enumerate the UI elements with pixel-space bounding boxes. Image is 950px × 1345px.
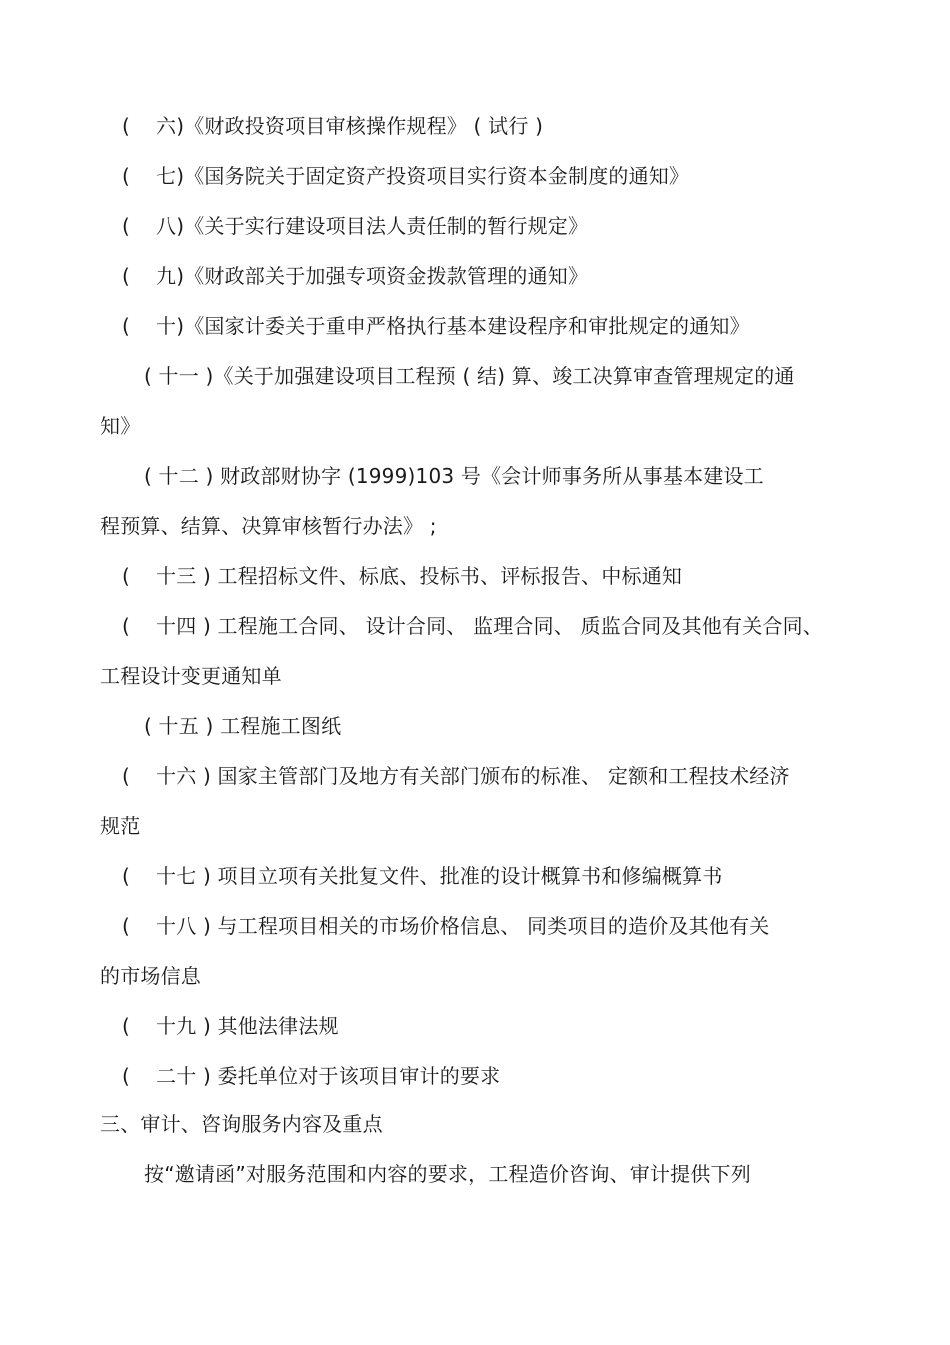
list-item-15: ( 十五 ) 工程施工图纸 [144, 714, 342, 738]
item-paren: ( [122, 214, 131, 238]
list-item [122, 1014, 339, 1038]
item-text: 十三 ) 工程招标文件、标底、投标书、评标报告、中标通知 [156, 564, 683, 588]
list-item-12-line1: ( 十二 ) 财政部财协字 (1999)103 号《会计师事务所从事基本建设工 [144, 464, 764, 488]
list-item-12-line2: 程预算、结算、决算审核暂行办法》 ; [100, 514, 437, 538]
item-paren: ( [122, 614, 131, 638]
list-item-11-line1: ( 十一 )《关于加强建设项目工程预 ( 结) 算、竣工决算审查管理规定的通 [144, 364, 795, 388]
list-item-11-line2: 知》 [100, 414, 141, 438]
item-text: 七)《国务院关于固定资产投资项目实行资本金制度的通知》 [156, 164, 690, 188]
item-text: 十九 ) 其他法律法规 [156, 1014, 339, 1038]
item-text: 二十 ) 委托单位对于该项目审计的要求 [156, 1064, 501, 1088]
item-text: 十四 ) 工程施工合同、 设计合同、 监理合同、 质监合同及其他有关合同、 [156, 614, 823, 638]
list-item [122, 1064, 500, 1088]
item-paren: ( [122, 764, 131, 788]
item-paren: ( [122, 564, 131, 588]
item-text: 六)《财政投资项目审核操作规程》 ( 试行 ) [156, 114, 544, 138]
item-text: 九)《财政部关于加强专项资金拨款管理的通知》 [156, 264, 589, 288]
item-paren: ( [122, 264, 131, 288]
item-paren: ( [122, 164, 131, 188]
item-paren: ( [122, 1014, 131, 1038]
list-item [122, 914, 769, 938]
item-text: 十)《国家计委关于重申严格执行基本建设程序和审批规定的通知》 [156, 314, 750, 338]
item-paren: ( [122, 914, 131, 938]
list-item [122, 214, 588, 238]
list-item [122, 264, 588, 288]
list-item [122, 314, 750, 338]
section-heading: 三、审计、咨询服务内容及重点 [100, 1112, 383, 1136]
list-item [122, 764, 790, 788]
item-text: 十七 ) 项目立项有关批复文件、批准的设计概算书和修编概算书 [156, 864, 723, 888]
item-text: 十六 ) 国家主管部门及地方有关部门颁布的标准、 定额和工程技术经济 [156, 764, 790, 788]
list-item-16-line2: 规范 [100, 814, 141, 838]
list-item-18-line2: 的市场信息 [100, 964, 201, 988]
list-item [122, 614, 823, 638]
item-paren: ( [122, 864, 131, 888]
item-paren: ( [122, 1064, 131, 1088]
section-paragraph: 按“邀请函”对服务范围和内容的要求，工程造价咨询、审计提供下列 [144, 1162, 751, 1186]
item-paren: ( [122, 314, 131, 338]
item-text: 八)《关于实行建设项目法人责任制的暂行规定》 [156, 214, 589, 238]
list-item-14-line2: 工程设计变更通知单 [100, 664, 282, 688]
list-item [122, 114, 543, 138]
item-paren: ( [122, 114, 131, 138]
list-item [122, 164, 689, 188]
list-item [122, 864, 723, 888]
list-item [122, 564, 682, 588]
item-text: 十八 ) 与工程项目相关的市场价格信息、 同类项目的造价及其他有关 [156, 914, 770, 938]
